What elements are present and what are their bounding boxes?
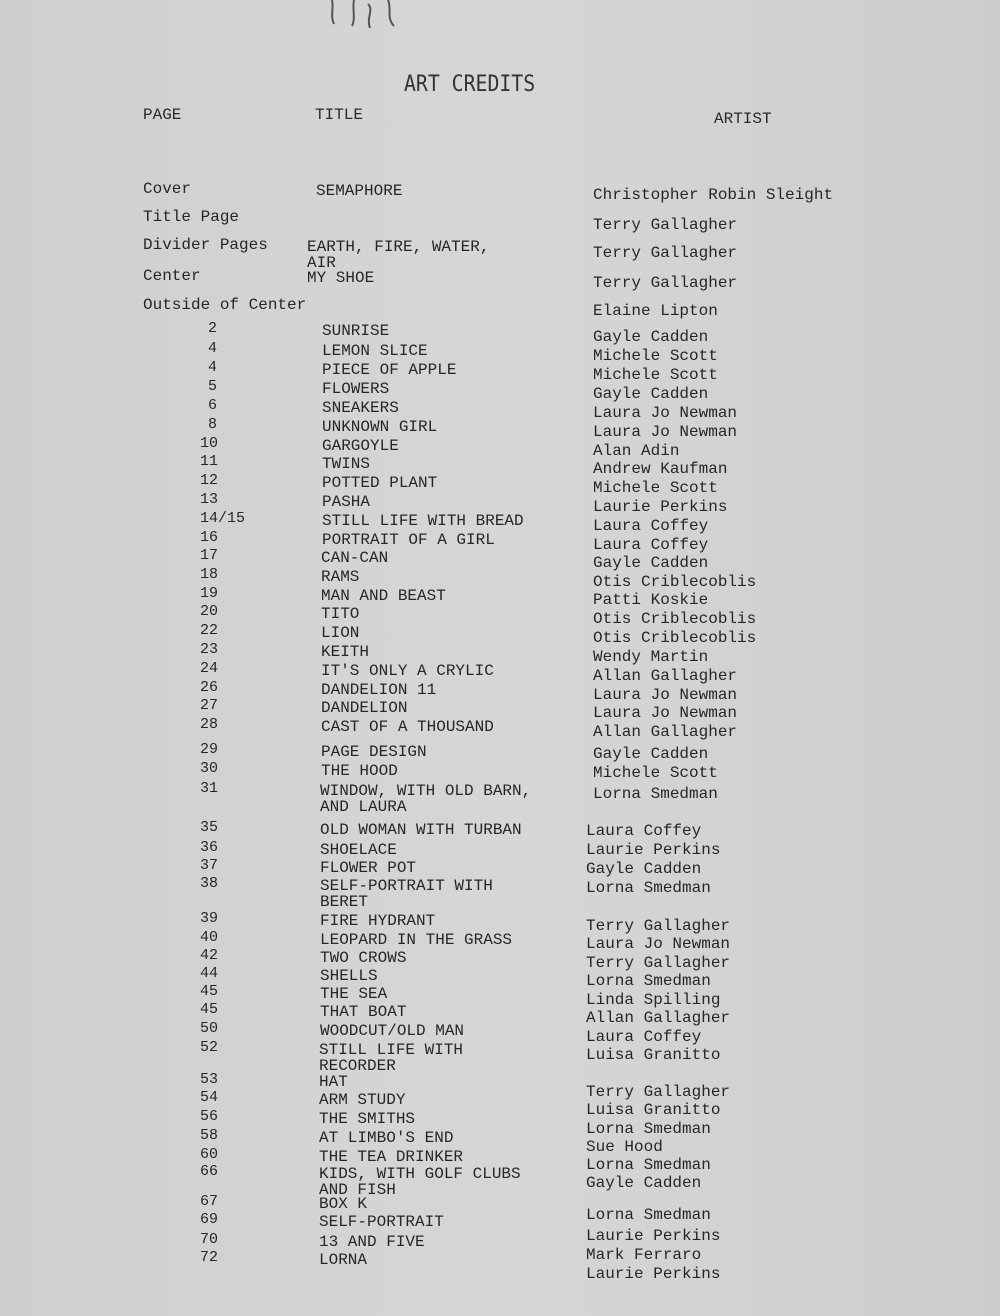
credit-page: 18 (200, 566, 219, 583)
credit-title: EARTH, FIRE, WATER, (307, 238, 490, 256)
credit-title: PASHA (322, 493, 371, 511)
credit-artist: Otis Criblecoblis (593, 610, 757, 628)
credit-artist: Luisa Granitto (586, 1101, 721, 1119)
credit-artist: Michele Scott (593, 366, 718, 384)
credit-title: IT'S ONLY A CRYLIC (321, 662, 494, 680)
credit-artist: Gayle Cadden (593, 385, 709, 403)
credit-artist: Lorna Smedman (586, 879, 711, 897)
credit-artist: Laura Coffey (586, 822, 702, 840)
credit-page: 30 (200, 760, 219, 777)
credit-title: SHOELACE (320, 841, 397, 859)
credit-title: LORNA (319, 1251, 368, 1269)
handwritten-mark (322, 0, 412, 30)
credit-page: 45 (200, 983, 219, 1000)
credit-page: Cover (143, 180, 192, 198)
credit-artist: Gayle Cadden (586, 860, 702, 878)
credit-artist: Lorna Smedman (593, 785, 718, 803)
credit-artist: Lorna Smedman (586, 1120, 711, 1138)
credit-artist: Luisa Granitto (586, 1046, 721, 1064)
credit-page: 26 (200, 679, 219, 696)
credit-artist: Terry Gallagher (593, 216, 738, 234)
credit-artist: Allan Gallagher (593, 723, 738, 741)
credit-artist: Laura Coffey (593, 536, 709, 554)
credit-page: 24 (200, 660, 219, 677)
credit-artist: Laurie Perkins (586, 841, 721, 859)
credit-title-continued: AND FISH (319, 1181, 396, 1199)
credit-artist: Laura Jo Newman (586, 935, 731, 953)
credit-page: 20 (200, 603, 219, 620)
column-header-title: TITLE (315, 106, 364, 124)
credit-title: KIDS, WITH GOLF CLUBS (319, 1165, 521, 1183)
credit-page: 28 (200, 716, 219, 733)
credit-page: 11 (200, 453, 219, 470)
credit-page: 40 (200, 929, 219, 946)
credit-page: 70 (200, 1231, 219, 1248)
credit-artist: Laurie Perkins (586, 1265, 721, 1283)
credit-artist: Laura Coffey (586, 1028, 702, 1046)
credit-artist: Laura Jo Newman (593, 404, 738, 422)
credit-artist: Laura Jo Newman (593, 686, 738, 704)
credit-title: DANDELION (321, 699, 408, 717)
credit-page: 36 (200, 839, 219, 856)
credit-title: DANDELION 11 (321, 681, 437, 699)
credit-title: STILL LIFE WITH (319, 1041, 464, 1059)
credit-title-continued: AIR (307, 254, 336, 272)
credit-page: 29 (200, 741, 219, 758)
credit-title: TWO CROWS (320, 949, 407, 967)
credit-title: KEITH (321, 643, 370, 661)
credit-title: POTTED PLANT (322, 474, 438, 492)
document-title: ART CREDITS (404, 72, 536, 97)
credit-artist: Laura Jo Newman (593, 423, 738, 441)
credit-title: WOODCUT/OLD MAN (320, 1022, 465, 1040)
credit-page: 58 (200, 1127, 219, 1144)
credit-title: PIECE OF APPLE (322, 361, 457, 379)
credit-title: HAT (319, 1073, 348, 1091)
credit-page: Center (143, 267, 201, 285)
credit-page: 14/15 (200, 510, 246, 527)
credit-artist: Gayle Cadden (586, 1174, 702, 1192)
credit-page: 52 (200, 1039, 219, 1056)
credit-artist: Gayle Cadden (593, 328, 709, 346)
credit-page: 44 (200, 965, 219, 982)
credit-page: 53 (200, 1071, 219, 1088)
credit-artist: Patti Koskie (593, 591, 709, 609)
credit-page: 38 (200, 875, 219, 892)
credit-page: Divider Pages (143, 236, 268, 254)
credit-page: 37 (200, 857, 219, 874)
credit-artist: Otis Criblecoblis (593, 629, 757, 647)
credit-page: 5 (208, 378, 218, 395)
credit-title-continued: BERET (320, 893, 369, 911)
credit-title-continued: RECORDER (319, 1057, 396, 1075)
credit-page: Outside of Center (143, 296, 307, 314)
credit-page: 42 (200, 947, 219, 964)
credit-artist: Gayle Cadden (593, 745, 709, 763)
credit-title: TWINS (322, 455, 371, 473)
credit-page: 35 (200, 819, 219, 836)
credit-title: THE HOOD (321, 762, 398, 780)
credit-title: SNEAKERS (322, 399, 399, 417)
credit-title: ARM STUDY (319, 1091, 406, 1109)
credit-page: Title Page (143, 208, 240, 226)
credit-artist: Michele Scott (593, 764, 718, 782)
credit-page: 13 (200, 491, 219, 508)
credit-page: 6 (208, 397, 218, 414)
credit-artist: Alan Adin (593, 442, 680, 460)
credit-title: TITO (321, 605, 360, 623)
credit-title: CAN-CAN (321, 549, 389, 567)
credit-page: 27 (200, 697, 219, 714)
credit-page: 50 (200, 1020, 219, 1037)
credit-page: 23 (200, 641, 219, 658)
credit-title: RAMS (321, 568, 360, 586)
credit-page: 39 (200, 910, 219, 927)
credit-page: 8 (208, 416, 218, 433)
credit-artist: Lorna Smedman (586, 972, 711, 990)
credit-artist: Laura Coffey (593, 517, 709, 535)
credit-artist: Terry Gallagher (586, 954, 731, 972)
credit-artist: Mark Ferraro (586, 1246, 702, 1264)
credit-page: 72 (200, 1249, 219, 1266)
credit-artist: Andrew Kaufman (593, 460, 728, 478)
credit-title: LION (321, 624, 360, 642)
credit-page: 17 (200, 547, 219, 564)
credit-artist: Linda Spilling (586, 991, 721, 1009)
credit-artist: Allan Gallagher (593, 667, 738, 685)
credit-page: 54 (200, 1089, 219, 1106)
credit-title: SUNRISE (322, 322, 390, 340)
credit-page: 4 (208, 359, 218, 376)
credit-page: 4 (208, 340, 218, 357)
credit-page: 56 (200, 1108, 219, 1125)
credit-title: THE TEA DRINKER (319, 1148, 464, 1166)
credit-title: BOX K (319, 1195, 368, 1213)
credit-artist: Gayle Cadden (593, 554, 709, 572)
credit-title: SHELLS (320, 967, 378, 985)
credit-page: 12 (200, 472, 219, 489)
credit-artist: Elaine Lipton (593, 302, 718, 320)
credit-artist: Sue Hood (586, 1138, 663, 1156)
credit-page: 10 (200, 435, 219, 452)
credit-artist: Wendy Martin (593, 648, 709, 666)
credit-title: FLOWER POT (320, 859, 417, 877)
credit-title: THE SMITHS (319, 1110, 416, 1128)
credit-page: 69 (200, 1211, 219, 1228)
credit-page: 31 (200, 780, 219, 797)
credit-title: SELF-PORTRAIT (319, 1213, 444, 1231)
credit-title: 13 AND FIVE (319, 1233, 425, 1251)
credit-page: 19 (200, 585, 219, 602)
column-header-artist: ARTIST (714, 110, 772, 128)
credit-page: 16 (200, 529, 219, 546)
credit-artist: Michele Scott (593, 347, 718, 365)
credit-title: LEMON SLICE (322, 342, 428, 360)
credit-page: 22 (200, 622, 219, 639)
credit-title: FIRE HYDRANT (320, 912, 436, 930)
credit-page: 67 (200, 1193, 219, 1210)
column-header-page: PAGE (143, 106, 182, 124)
credit-title: SELF-PORTRAIT WITH (320, 877, 493, 895)
credit-artist: Laurie Perkins (593, 498, 728, 516)
credit-artist: Otis Criblecoblis (593, 573, 757, 591)
credit-title: FLOWERS (322, 380, 390, 398)
credit-artist: Lorna Smedman (586, 1156, 711, 1174)
credit-page: 60 (200, 1146, 219, 1163)
credit-artist: Christopher Robin Sleight (593, 186, 834, 204)
credit-title: LEOPARD IN THE GRASS (320, 931, 513, 949)
credit-title: PORTRAIT OF A GIRL (322, 531, 495, 549)
credit-title: CAST OF A THOUSAND (321, 718, 494, 736)
credit-title: PAGE DESIGN (321, 743, 427, 761)
credit-page: 66 (200, 1163, 219, 1180)
credit-artist: Terry Gallagher (593, 244, 738, 262)
credit-title: GARGOYLE (322, 437, 399, 455)
credit-title-continued: AND LAURA (320, 798, 407, 816)
credit-title: SEMAPHORE (316, 182, 403, 200)
credit-title: THAT BOAT (320, 1003, 407, 1021)
credit-artist: Terry Gallagher (593, 274, 738, 292)
credit-artist: Terry Gallagher (586, 917, 731, 935)
credit-title: THE SEA (320, 985, 388, 1003)
credit-page: 2 (208, 320, 218, 337)
credit-artist: Allan Gallagher (586, 1009, 731, 1027)
credit-title: UNKNOWN GIRL (322, 418, 438, 436)
credit-artist: Laurie Perkins (586, 1227, 721, 1245)
credit-title: MY SHOE (307, 269, 375, 287)
credit-artist: Michele Scott (593, 479, 718, 497)
credit-artist: Terry Gallagher (586, 1083, 731, 1101)
credit-artist: Laura Jo Newman (593, 704, 738, 722)
credit-title: STILL LIFE WITH BREAD (322, 512, 524, 530)
credit-title: AT LIMBO'S END (319, 1129, 454, 1147)
credit-title: WINDOW, WITH OLD BARN, (320, 782, 532, 800)
credit-page: 45 (200, 1001, 219, 1018)
credit-title: MAN AND BEAST (321, 587, 446, 605)
credit-title: OLD WOMAN WITH TURBAN (320, 821, 522, 839)
credit-artist: Lorna Smedman (586, 1206, 711, 1224)
